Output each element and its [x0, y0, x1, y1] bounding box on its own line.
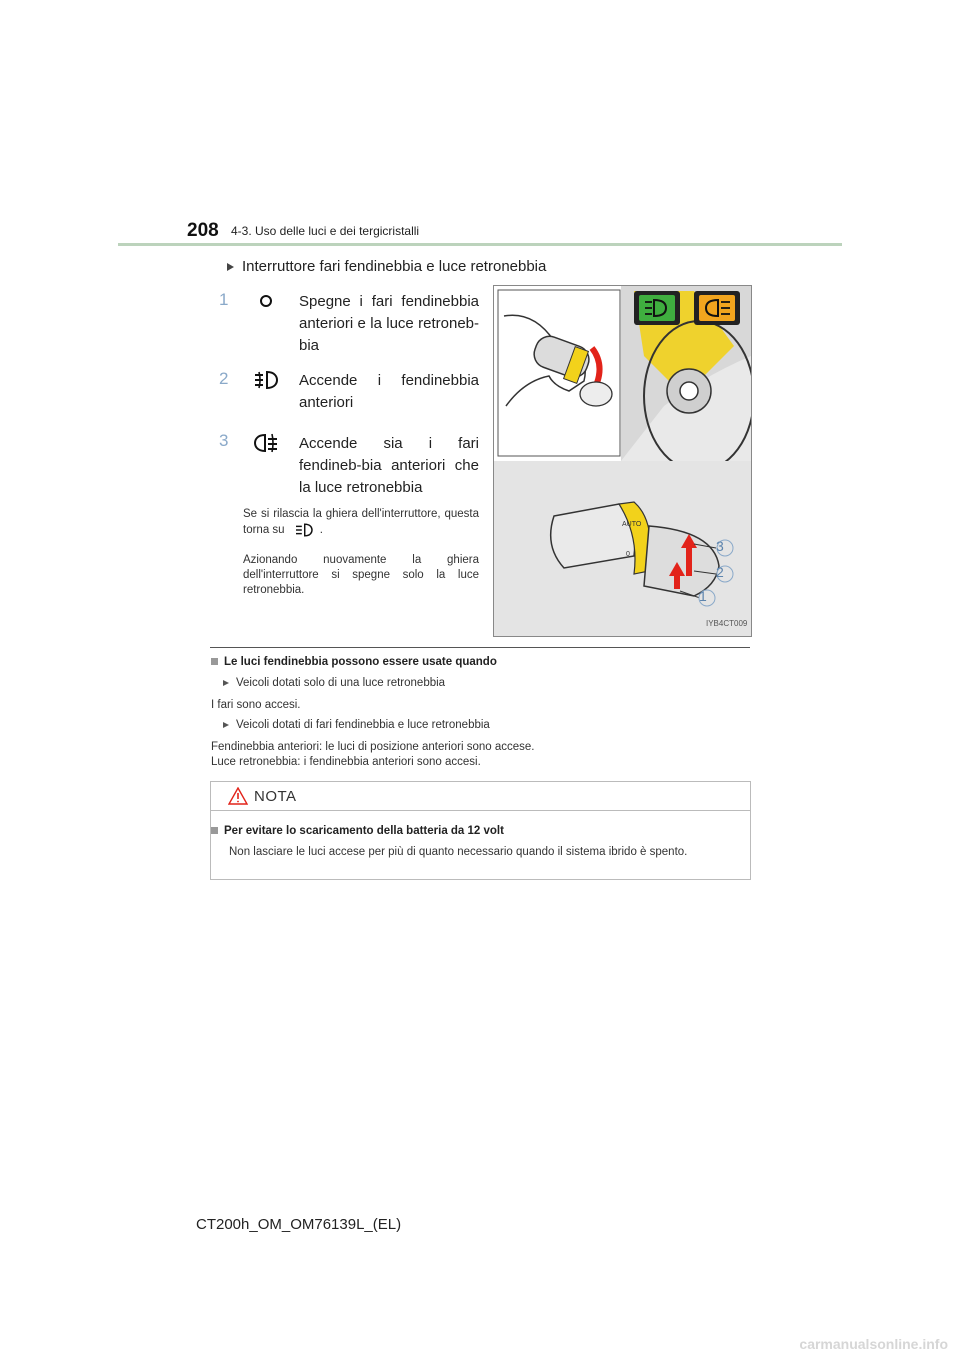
- front-fog-light-icon: [253, 369, 279, 391]
- info-sub-1: [223, 677, 445, 689]
- rear-fog-light-icon: [253, 432, 279, 454]
- item-text-3: Accende sia i fari fendineb-bia anteriori che la luce retronebbia: [299, 435, 479, 496]
- callout-1: 1: [699, 588, 707, 604]
- callout-3: 3: [716, 538, 724, 554]
- note-release-end: .: [319, 524, 323, 537]
- sub-heading: [227, 258, 546, 275]
- item-text-1: Spegne i fari fendinebbia anteriori e la luce retroneb-bia: [299, 293, 479, 354]
- warning-triangle-icon: [228, 787, 248, 805]
- note-release: [243, 507, 479, 538]
- info-sub-2: [223, 719, 490, 731]
- off-indicator-icon: [258, 293, 274, 309]
- triangle-bullet-icon: [223, 680, 229, 686]
- nota-title: NOTA: [254, 788, 297, 805]
- info-sub-1-text: Veicoli dotati solo di una luce retronebbia: [236, 677, 446, 689]
- nota-title-row: [211, 782, 750, 811]
- info-text-2b: Luce retronebbia: i fendinebbia anteriori sono accesi.: [211, 756, 481, 768]
- section-title: 4-3. Uso delle luci e dei tergicristalli: [231, 224, 420, 238]
- note-second-turn: Azionando nuovamente la ghiera dell'interruttore si spegne solo la luce retronebbia.: [243, 554, 479, 596]
- svg-text:0: 0: [626, 551, 630, 558]
- info-text-1: I fari sono accesi.: [211, 699, 301, 711]
- square-bullet-icon: [211, 658, 218, 665]
- front-fog-light-icon: [292, 522, 316, 538]
- item-text-2: Accende i fendinebbia anteriori: [299, 372, 479, 411]
- nota-heading: [211, 825, 504, 837]
- triangle-bullet-icon: [227, 263, 234, 271]
- sub-heading-text: Interruttore fari fendinebbia e luce retronebbia: [242, 258, 547, 275]
- callout-2: 2: [716, 564, 724, 580]
- square-bullet-icon: [211, 827, 218, 834]
- svg-text:AUTO: AUTO: [622, 521, 642, 528]
- nota-body: Non lasciare le luci accese per più di quanto necessario quando il sistema ibrido è spento.: [229, 846, 688, 858]
- section-divider: [210, 647, 750, 648]
- switch-illustration: [493, 285, 752, 637]
- item-number-2: 2: [219, 369, 229, 388]
- info-heading: [211, 656, 497, 668]
- info-sub-2-text: Veicoli dotati di fari fendinebbia e luce retronebbia: [236, 719, 490, 731]
- nota-heading-text: Per evitare lo scaricamento della batteria da 12 volt: [224, 825, 504, 837]
- note-release-text: Se si rilascia la ghiera dell'interruttore, questa torna su: [243, 508, 479, 537]
- illustration-code: IYB4CT009: [706, 619, 748, 628]
- info-text-2a: Fendinebbia anteriori: le luci di posizione anteriori sono accese.: [211, 741, 535, 753]
- nota-box: [210, 781, 751, 880]
- info-heading-text: Le luci fendinebbia possono essere usate quando: [224, 656, 497, 668]
- item-number-1: 1: [219, 290, 229, 309]
- header-rule: [118, 243, 842, 246]
- triangle-bullet-icon: [223, 722, 229, 728]
- watermark: carmanualsonline.info: [799, 1336, 948, 1352]
- footer-code: CT200h_OM_OM76139L_(EL): [196, 1216, 402, 1233]
- page-number: 208: [187, 220, 219, 241]
- item-number-3: 3: [219, 431, 229, 450]
- illustration-drawing: [494, 286, 751, 636]
